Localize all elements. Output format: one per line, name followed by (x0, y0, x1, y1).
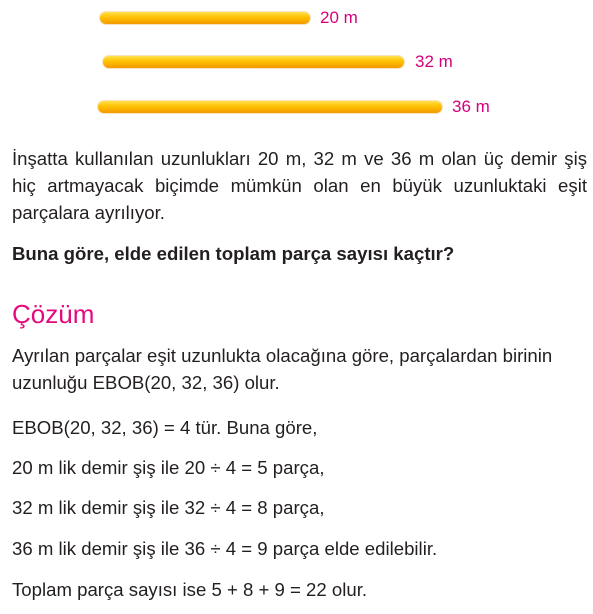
solution-line-4: 32 m lik demir şiş ile 32 ÷ 4 = 8 parça, (12, 497, 325, 518)
rod-32-label: 32 m (415, 52, 453, 71)
rod-36 (98, 101, 442, 113)
rod-36-label: 36 m (452, 97, 490, 116)
rod-20 (100, 12, 310, 24)
rod-20-label: 20 m (320, 8, 358, 27)
solution-title: Çözüm (12, 299, 95, 329)
solution-paragraph-1: Ayrılan parçalar eşit uzunlukta olacağına göre, parçalardan birinin uzunluğu EBOB(20, 32, 36) olur. (12, 345, 553, 393)
solution-line-5: 36 m lik demir şiş ile 36 ÷ 4 = 9 parça elde edilebilir. (12, 538, 438, 559)
solution-line-2: EBOB(20, 32, 36) = 4 tür. Buna göre, (12, 417, 318, 438)
rod-32 (103, 56, 404, 68)
solution-line-6: Toplam parça sayısı ise 5 + 8 + 9 = 22 olur. (12, 579, 368, 600)
solution-line-3: 20 m lik demir şiş ile 20 ÷ 4 = 5 parça, (12, 457, 325, 478)
question-text: İnşatta kullanılan uzunlukları 20 m, 32 m ve 36 m olan üç demir şiş hiç artmayacak biçimde mümkün olan en büyük uzunluktaki eşit parçalara ayrılıyor. (12, 148, 587, 223)
question-prompt: Buna göre, elde edilen toplam parça sayısı kaçtır? (12, 243, 455, 264)
